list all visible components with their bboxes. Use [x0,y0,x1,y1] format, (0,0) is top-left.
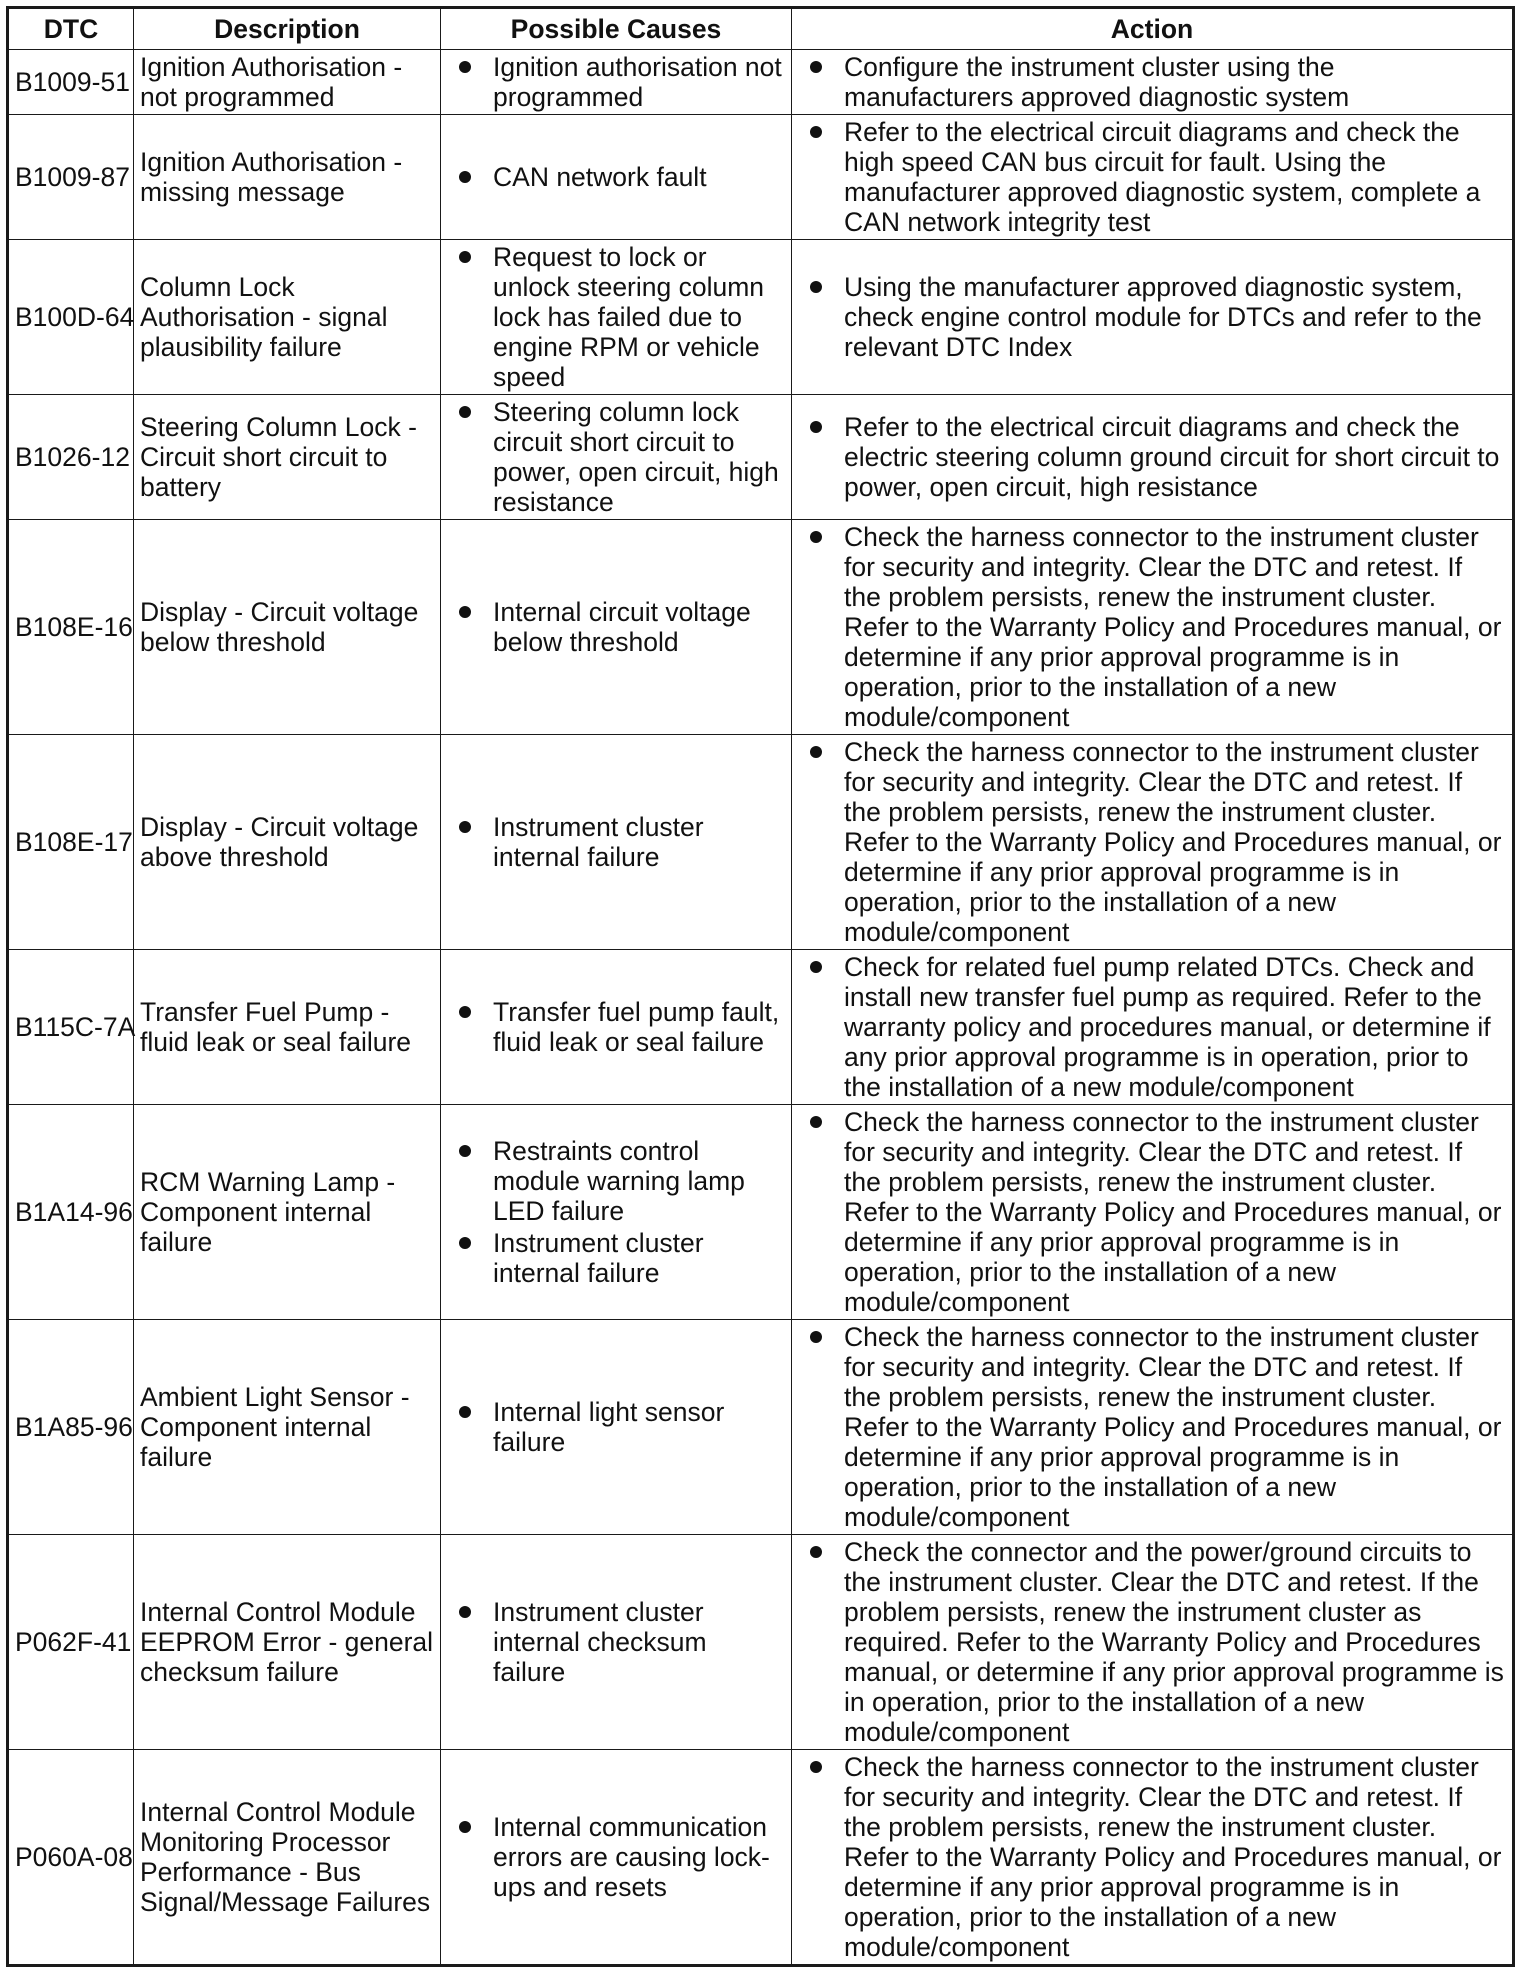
cause-item: Internal light sensor failure [447,1397,785,1457]
action-cell [792,395,1514,520]
action-cell [792,1105,1514,1320]
action-cell [792,1320,1514,1535]
table-row [8,1535,1514,1750]
table-row [8,520,1514,735]
table-body [8,50,1514,1966]
action-item: Refer to the electrical circuit diagrams and check the high speed CAN bus circuit for fault. Using the manufacturer approved diagnostic system, complete a CAN network integrity test [798,117,1506,237]
possible-causes-cell [441,735,792,950]
dtc-code: P062F-41 [8,1535,134,1750]
possible-causes-cell [441,520,792,735]
actions-list [798,52,1506,112]
cause-item: Transfer fuel pump fault, fluid leak or seal failure [447,997,785,1057]
causes-list [447,397,785,517]
cause-item: Ignition authorisation not programmed [447,52,785,112]
possible-causes-cell [441,1535,792,1750]
possible-causes-cell [441,1105,792,1320]
possible-causes-cell [441,1320,792,1535]
dtc-code: B100D-64 [8,240,134,395]
possible-causes-cell [441,115,792,240]
header-description: Description [134,8,441,50]
table-header-row [8,8,1514,50]
causes-list [447,162,785,192]
cause-item: CAN network fault [447,162,785,192]
action-cell [792,50,1514,115]
dtc-code: B1009-51 [8,50,134,115]
dtc-description: Internal Control Module Monitoring Processor Performance - Bus Signal/Message Failures [134,1750,441,1966]
dtc-description: Display - Circuit voltage above threshold [134,735,441,950]
cause-item: Request to lock or unlock steering column lock has failed due to engine RPM or vehicle speed [447,242,785,392]
actions-list [798,1107,1506,1317]
action-item: Check the harness connector to the instrument cluster for security and integrity. Clear the DTC and retest. If the problem persists, renew the instrument cluster. Refer to the Warranty Policy and Procedures manual, or determine if any prior approval programme is in operation, prior to the installation of a new module/component [798,1107,1506,1317]
table-row [8,395,1514,520]
action-item: Check the harness connector to the instrument cluster for security and integrity. Clear the DTC and retest. If the problem persists, renew the instrument cluster. Refer to the Warranty Policy and Procedures manual, or determine if any prior approval programme is in operation, prior to the installation of a new module/component [798,1322,1506,1532]
cause-item: Internal circuit voltage below threshold [447,597,785,657]
action-cell [792,950,1514,1105]
action-cell [792,520,1514,735]
actions-list [798,1537,1506,1747]
causes-list [447,1397,785,1457]
cause-item: Restraints control module warning lamp LED failure [447,1136,785,1226]
dtc-code: B1026-12 [8,395,134,520]
action-cell [792,240,1514,395]
table-row [8,735,1514,950]
cause-item: Internal communication errors are causing lock-ups and resets [447,1812,785,1902]
dtc-code: B108E-17 [8,735,134,950]
actions-list [798,737,1506,947]
table-row [8,115,1514,240]
dtc-code: B115C-7A [8,950,134,1105]
table-row [8,50,1514,115]
action-cell [792,1535,1514,1750]
actions-list [798,272,1506,362]
dtc-description: Transfer Fuel Pump - fluid leak or seal failure [134,950,441,1105]
dtc-description: Ambient Light Sensor - Component internal failure [134,1320,441,1535]
causes-list [447,597,785,657]
causes-list [447,1812,785,1902]
header-dtc: DTC [8,8,134,50]
actions-list [798,412,1506,502]
action-item: Check the harness connector to the instrument cluster for security and integrity. Clear the DTC and retest. If the problem persists, renew the instrument cluster. Refer to the Warranty Policy and Procedures manual, or determine if any prior approval programme is in operation, prior to the installation of a new module/component [798,737,1506,947]
dtc-table-container [6,6,1512,1967]
dtc-code: B1A85-96 [8,1320,134,1535]
action-item: Using the manufacturer approved diagnostic system, check engine control module for DTCs and refer to the relevant DTC Index [798,272,1506,362]
action-item: Check the harness connector to the instrument cluster for security and integrity. Clear the DTC and retest. If the problem persists, renew the instrument cluster. Refer to the Warranty Policy and Procedures manual, or determine if any prior approval programme is in operation, prior to the installation of a new module/component [798,1752,1506,1962]
table-row [8,1320,1514,1535]
dtc-code: P060A-08 [8,1750,134,1966]
action-cell [792,115,1514,240]
possible-causes-cell [441,50,792,115]
causes-list [447,1597,785,1687]
action-item: Check for related fuel pump related DTCs. Check and install new transfer fuel pump as required. Refer to the warranty policy and procedures manual, or determine if any prior approval programme is in operation, prior to the installation of a new module/component [798,952,1506,1102]
action-cell [792,735,1514,950]
cause-item: Instrument cluster internal checksum failure [447,1597,785,1687]
action-item: Refer to the electrical circuit diagrams and check the electric steering column ground circuit for short circuit to power, open circuit, high resistance [798,412,1506,502]
dtc-description: Ignition Authorisation - not programmed [134,50,441,115]
dtc-description: Internal Control Module EEPROM Error - general checksum failure [134,1535,441,1750]
action-item: Check the harness connector to the instrument cluster for security and integrity. Clear the DTC and retest. If the problem persists, renew the instrument cluster. Refer to the Warranty Policy and Procedures manual, or determine if any prior approval programme is in operation, prior to the installation of a new module/component [798,522,1506,732]
dtc-table [6,6,1515,1967]
causes-list [447,242,785,392]
dtc-description: Ignition Authorisation - missing message [134,115,441,240]
possible-causes-cell [441,395,792,520]
dtc-description: RCM Warning Lamp - Component internal failure [134,1105,441,1320]
causes-list [447,52,785,112]
dtc-description: Display - Circuit voltage below threshold [134,520,441,735]
cause-item: Instrument cluster internal failure [447,812,785,872]
dtc-code: B108E-16 [8,520,134,735]
header-action: Action [792,8,1514,50]
table-row [8,1750,1514,1966]
table-row [8,950,1514,1105]
causes-list [447,812,785,872]
action-item: Check the connector and the power/ground circuits to the instrument cluster. Clear the DTC and retest. If the problem persists, renew the instrument cluster as required. Refer to the Warranty Policy and Procedures manual, or determine if any prior approval programme is in operation, prior to the installation of a new module/component [798,1537,1506,1747]
table-row [8,1105,1514,1320]
actions-list [798,522,1506,732]
actions-list [798,952,1506,1102]
dtc-description: Column Lock Authorisation - signal plausibility failure [134,240,441,395]
possible-causes-cell [441,1750,792,1966]
action-item: Configure the instrument cluster using the manufacturers approved diagnostic system [798,52,1506,112]
header-possible-causes: Possible Causes [441,8,792,50]
possible-causes-cell [441,950,792,1105]
causes-list [447,1136,785,1288]
dtc-description: Steering Column Lock - Circuit short circuit to battery [134,395,441,520]
actions-list [798,1322,1506,1532]
actions-list [798,117,1506,237]
dtc-code: B1A14-96 [8,1105,134,1320]
dtc-code: B1009-87 [8,115,134,240]
cause-item: Steering column lock circuit short circuit to power, open circuit, high resistance [447,397,785,517]
possible-causes-cell [441,240,792,395]
action-cell [792,1750,1514,1966]
actions-list [798,1752,1506,1962]
causes-list [447,997,785,1057]
table-row [8,240,1514,395]
cause-item: Instrument cluster internal failure [447,1228,785,1288]
